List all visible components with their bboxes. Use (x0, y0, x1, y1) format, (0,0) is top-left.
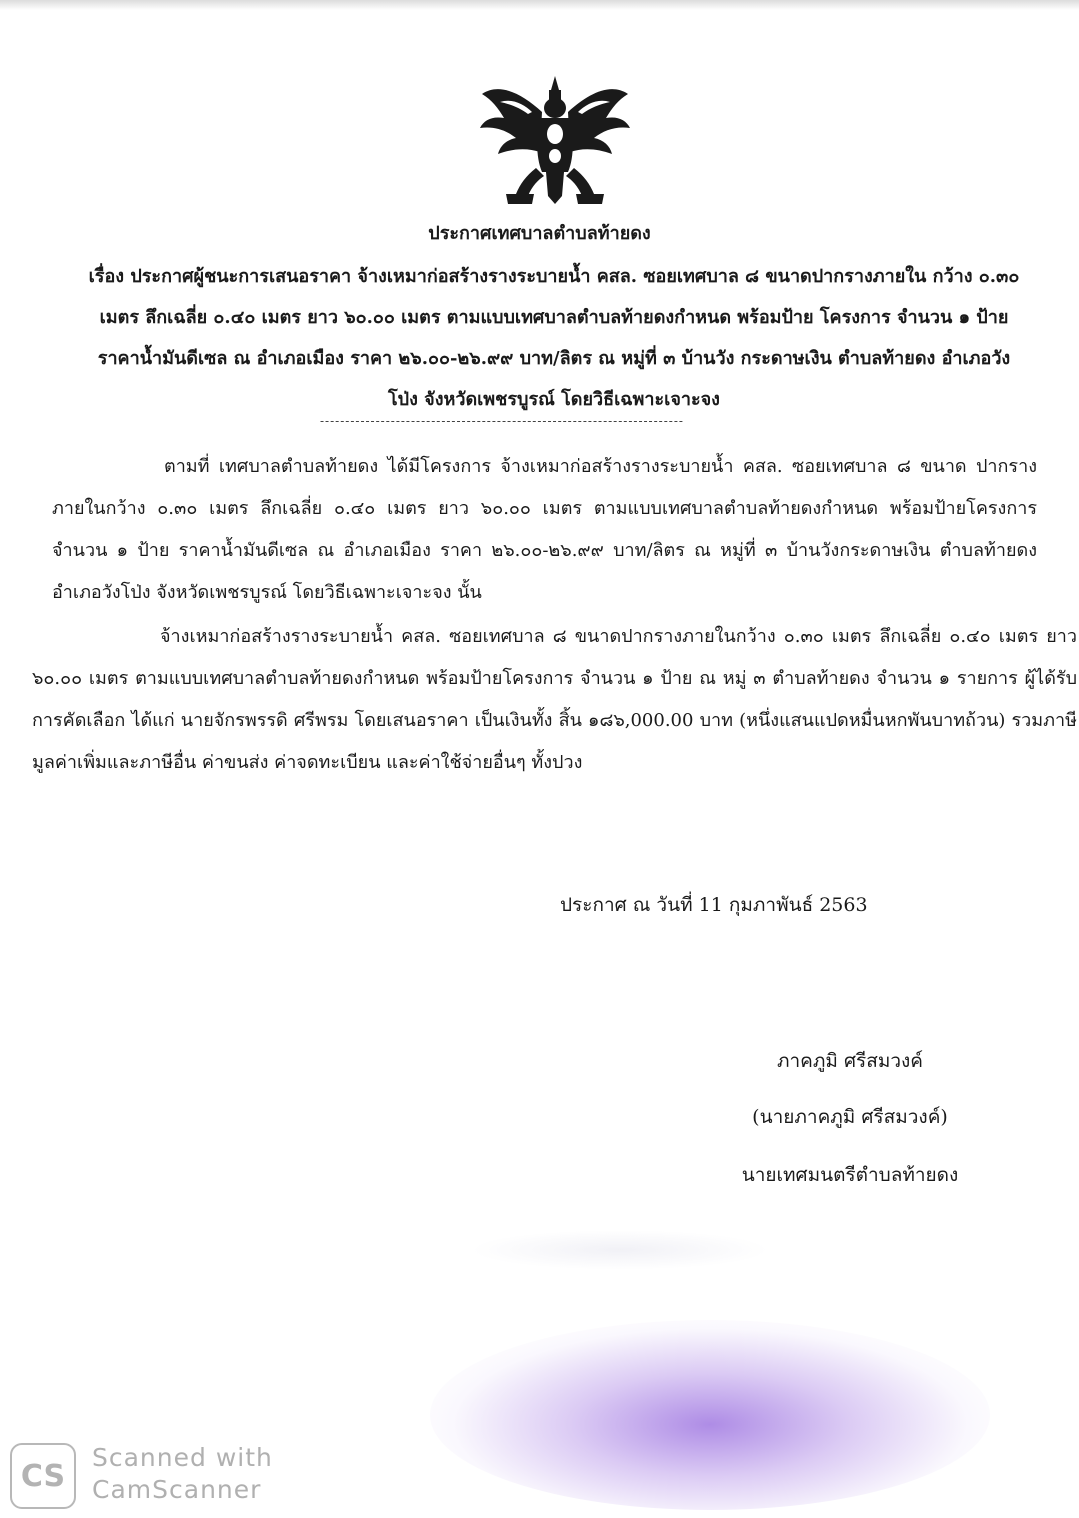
ink-stamp-smudge (430, 1320, 990, 1510)
scan-faint-mark (470, 1230, 770, 1270)
document-subject: เรื่อง ประกาศผู้ชนะการเสนอราคา จ้างเหมาก่อสร้างรางระบายน้ำ คสล. ซอยเทศบาล ๘ ขนาดปากรางภายใน กว้าง ๐.๓๐ เมตร ลึกเฉลี่ย ๐.๔๐ เมตร ยาว ๖๐.๐๐ เมตร ตามแบบเทศบาลตำบลท้ายดงกำหนด พร้อมป้าย โครงการ จำนวน ๑ ป้าย ราคาน้ำมันดีเซล ณ อำเภอเมือง ราคา ๒๖.๐๐-๒๖.๙๙ บาท/ลิตร ณ หมู่ที่ ๓ บ้านวัง กระดาษเงิน ตำบลท้ายดง อำเภอวังโป่ง จังหวัดเพชรบูรณ์ โดยวิธีเฉพาะเจาะจง (88, 266, 1020, 410)
scanner-watermark (92, 1442, 312, 1506)
announcement-date: ประกาศ ณ วันที่ 11 กุมภาพันธ์ 2563 (560, 894, 868, 916)
garuda-emblem-icon (470, 72, 640, 212)
signature-name: ภาคภูมิ ศรีสมวงค์ (776, 1050, 924, 1072)
watermark-line-2: CamScanner (92, 1475, 262, 1504)
signatory-position: นายเทศมนตรีตำบลท้ายดง (741, 1164, 959, 1186)
document-title: ประกาศเทศบาลตำบลท้ายดง (428, 223, 651, 244)
separator-line: ------------------------------------------------------------------------ (320, 414, 684, 428)
camscanner-logo-icon: CS (10, 1443, 76, 1509)
watermark-line-1: Scanned with (92, 1443, 273, 1472)
body-paragraph-1: ตามที่ เทศบาลตำบลท้ายดง ได้มีโครงการ จ้างเหมาก่อสร้างรางระบายน้ำ คสล. ซอยเทศบาล ๘ ขนาด ปากรางภายในกว้าง ๐.๓๐ เมตร ลึกเฉลี่ย ๐.๔๐ เมตร ยาว ๖๐.๐๐ เมตร ตามแบบเทศบาลตำบลท้ายดงกำหนด พร้อมป้ายโครงการ จำนวน ๑ ป้าย ราคาน้ำมันดีเซล ณ อำเภอเมือง ราคา ๒๖.๐๐-๒๖.๙๙ บาท/ลิตร ณ หมู่ที่ ๓ บ้านวังกระดาษเงิน ตำบลท้ายดง อำเภอวังโป่ง จังหวัดเพชรบูรณ์ โดยวิธีเฉพาะเจาะจง นั้น (52, 456, 1038, 603)
scan-top-shadow (0, 0, 1079, 10)
body-paragraph-2: จ้างเหมาก่อสร้างรางระบายน้ำ คสล. ซอยเทศบาล ๘ ขนาดปากรางภายในกว้าง ๐.๓๐ เมตร ลึกเฉลี่ย ๐.๔๐ เมตร ยาว ๖๐.๐๐ เมตร ตามแบบเทศบาลตำบลท้ายดงกำหนด พร้อมป้ายโครงการ จำนวน ๑ ป้าย ณ หมู่ ๓ ตำบลท้ายดง จำนวน ๑ รายการ ผู้ได้รับการคัดเลือก ได้แก่ นายจักรพรรดิ ศรีพรม โดยเสนอราคา เป็นเงินทั้ง สิ้น ๑๘๖,000.00 บาท (หนึ่งแสนแปดหมื่นหกพันบาทถ้วน) รวมภาษีมูลค่าเพิ่มและภาษีอื่น ค่าขนส่ง ค่าจดทะเบียน และค่าใช้จ่ายอื่นๆ ทั้งปวง (32, 626, 1077, 773)
signatory-full-name: (นายภาคภูมิ ศรีสมวงค์) (752, 1106, 948, 1128)
